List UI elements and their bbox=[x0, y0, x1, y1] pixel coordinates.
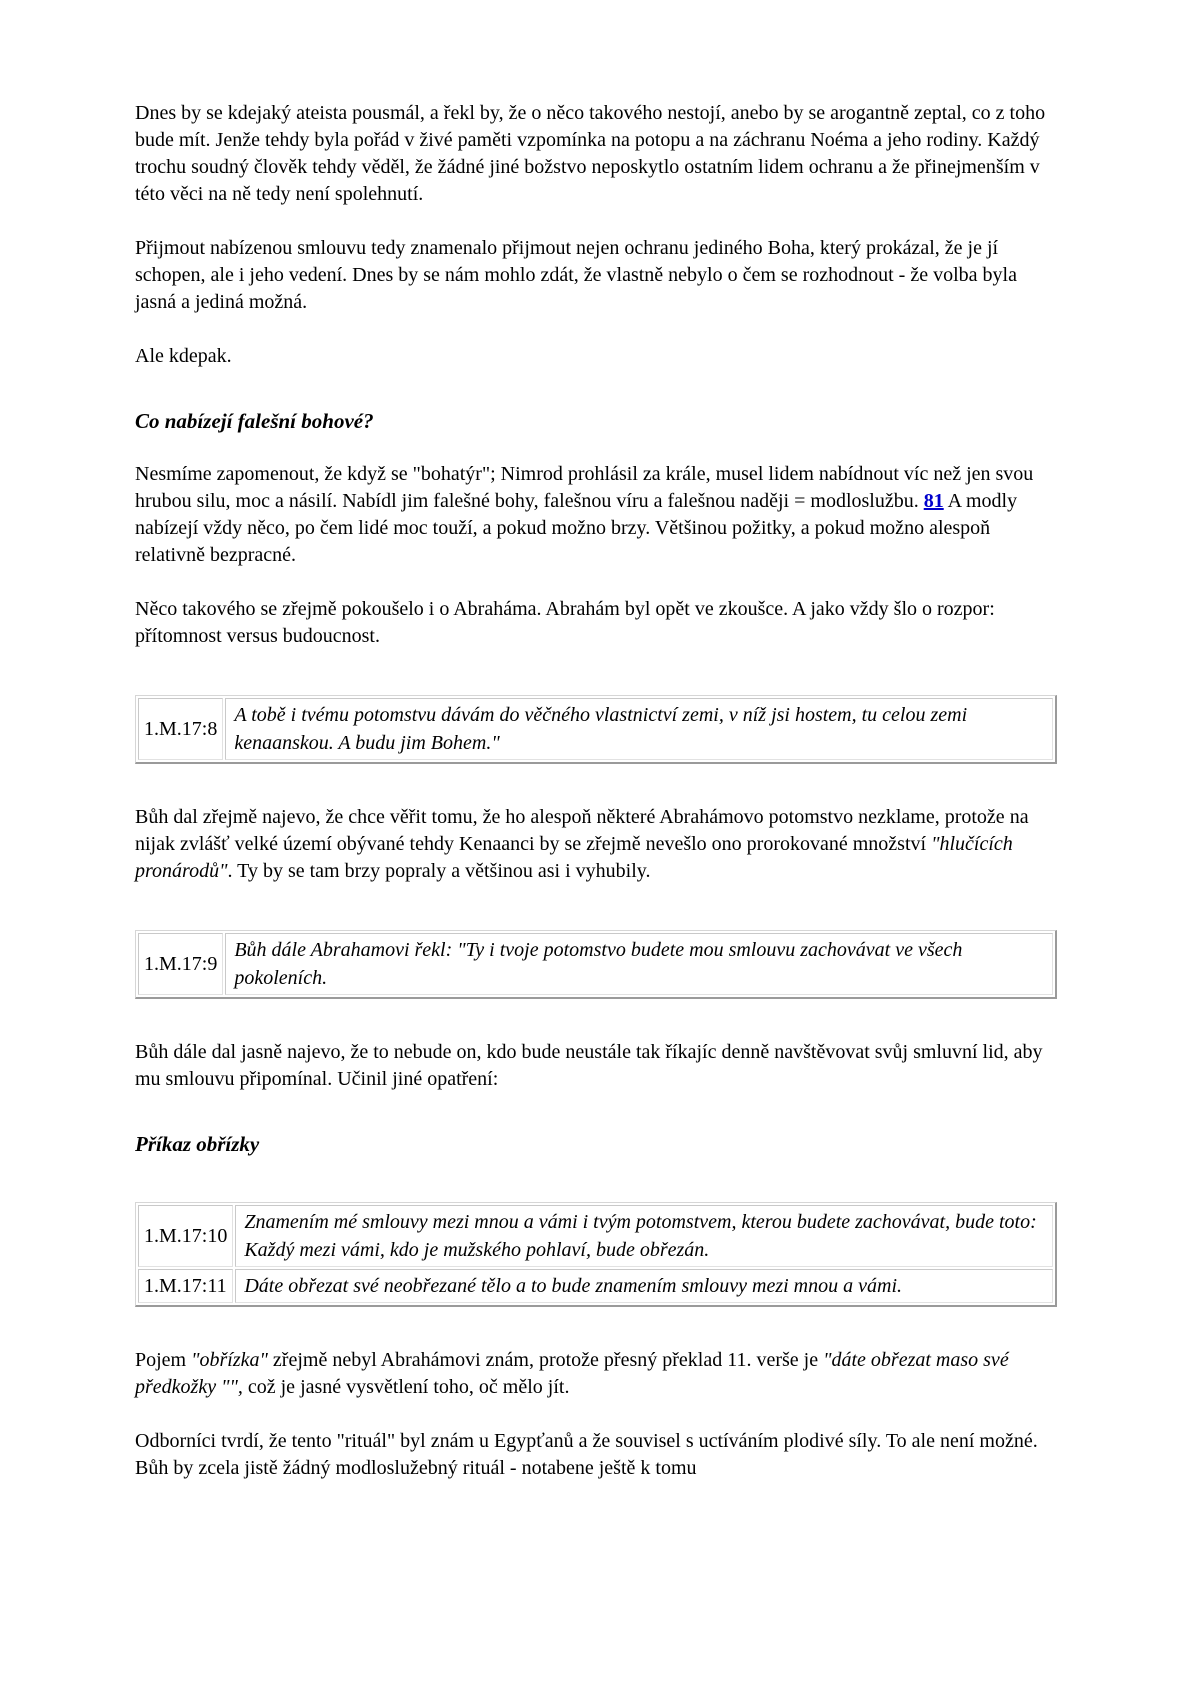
text-run: Bůh dal zřejmě najevo, že chce věřit tomu, že ho alespoň některé Abrahámovo potomstvo nezklame, protože na nijak zvlášť velké území obývané tehdy Kenaanci by se zřejmě nevešlo ono prorokované množství bbox=[135, 806, 1029, 855]
verse-text: Dáte obřezat své neobřezané tělo a to bude znamením smlouvy mezi mnou a vámi. bbox=[235, 1269, 1053, 1303]
text-run: Ale kdepak. bbox=[135, 345, 232, 367]
text-run: Příkaz obřízky bbox=[135, 1132, 260, 1156]
text-run: Dnes by se kdejaký ateista pousmál, a řekl by, že o něco takového nestojí, anebo by se arogantně zeptal, co z toho bude mít. Jenže tehdy byla pořád v živé paměti vzpomínka na potopu a na záchranu Noéma a jeho rodiny. Každý trochu soudný člověk tehdy věděl, že žádné jiné božstvo neposkytlo ostatním lidem ochranu a že přinejmenším v této věci na ně tedy není spolehnutí. bbox=[135, 102, 1046, 205]
verse-table bbox=[135, 695, 1057, 764]
text-run: zřejmě nebyl Abrahámovi znám, protože přesný překlad 11. verše je bbox=[267, 1349, 824, 1371]
emphasis-text: "obřízka" bbox=[191, 1349, 268, 1371]
verse-reference: 1.M.17:8 bbox=[138, 698, 223, 760]
emphasis-text: "dáte obřezat maso své předkožky "", bbox=[135, 1349, 1009, 1398]
text-run: Nesmíme zapomenout, že když se "bohatýr"; Nimrod prohlásil za krále, musel lidem nabídnout víc než jen svou hrubou silu, moc a násilí. Nabídl jim falešné bohy, falešnou víru a falešnou naději = modloslužbu. bbox=[135, 463, 1034, 512]
paragraph bbox=[135, 1428, 1057, 1482]
verse-row bbox=[138, 933, 1053, 995]
verse-row bbox=[138, 1205, 1053, 1267]
verse-table bbox=[135, 1202, 1057, 1307]
emphasis-text: "hlučících pronárodů" bbox=[135, 833, 1013, 882]
paragraph bbox=[135, 1347, 1057, 1401]
section-heading bbox=[135, 408, 1057, 434]
paragraph bbox=[135, 804, 1057, 885]
text-run: Co nabízejí falešní bohové? bbox=[135, 409, 374, 433]
text-run: což je jasné vysvětlení toho, oč mělo jít. bbox=[242, 1376, 570, 1398]
paragraph bbox=[135, 343, 1057, 370]
verse-text: A tobě i tvému potomstvu dávám do věčného vlastnictví zemi, v níž jsi hostem, tu celou zemi kenaanskou. A budu jim Bohem." bbox=[225, 698, 1053, 760]
text-run: Odborníci tvrdí, že tento "rituál" byl znám u Egypťanů a že souvisel s uctíváním plodivé síly. To ale není možné. Bůh by zcela jistě žádný modloslužebný rituál - notabene ještě k tomu bbox=[135, 1430, 1038, 1479]
verse-text: Znamením mé smlouvy mezi mnou a vámi i tvým potomstvem, kterou budete zachovávat, bude toto: Každý mezi vámi, kdo je mužského pohlaví, bude obřezán. bbox=[235, 1205, 1053, 1267]
footnote-link[interactable]: 81 bbox=[923, 490, 944, 512]
paragraph bbox=[135, 235, 1057, 316]
text-run: Přijmout nabízenou smlouvu tedy znamenalo přijmout nejen ochranu jediného Boha, který prokázal, že je jí schopen, ale i jeho vedení. Dnes by se nám mohlo zdát, že vlastně nebylo o čem se rozhodnout - že volba byla jasná a jediná možná. bbox=[135, 237, 1017, 313]
text-run: Bůh dále dal jasně najevo, že to nebude on, kdo bude neustále tak říkajíc denně navštěvovat svůj smluvní lid, aby mu smlouvu připomínal. Učinil jiné opatření: bbox=[135, 1041, 1043, 1090]
text-run: Pojem bbox=[135, 1349, 192, 1371]
text-run: . Ty by se tam brzy popraly a většinou asi i vyhubily. bbox=[227, 860, 651, 882]
text-run: A modly nabízejí vždy něco, po čem lidé moc touží, a pokud možno brzy. Většinou požitky, a pokud možno alespoň relativně bezpracné. bbox=[135, 490, 1018, 566]
verse-reference: 1.M.17:10 bbox=[138, 1205, 233, 1267]
verse-row bbox=[138, 1269, 1053, 1303]
verse-reference: 1.M.17:11 bbox=[138, 1269, 233, 1303]
verse-text: Bůh dále Abrahamovi řekl: "Ty i tvoje potomstvo budete mou smlouvu zachovávat ve všech pokoleních. bbox=[225, 933, 1053, 995]
verse-table bbox=[135, 930, 1057, 999]
paragraph bbox=[135, 100, 1057, 208]
paragraph bbox=[135, 596, 1057, 650]
verse-row bbox=[138, 698, 1053, 760]
section-heading bbox=[135, 1131, 1057, 1157]
paragraph bbox=[135, 461, 1057, 569]
verse-reference: 1.M.17:9 bbox=[138, 933, 223, 995]
text-run: Něco takového se zřejmě pokoušelo i o Abraháma. Abrahám byl opět ve zkoušce. A jako vždy šlo o rozpor: přítomnost versus budoucnost. bbox=[135, 598, 995, 647]
paragraph bbox=[135, 1039, 1057, 1093]
